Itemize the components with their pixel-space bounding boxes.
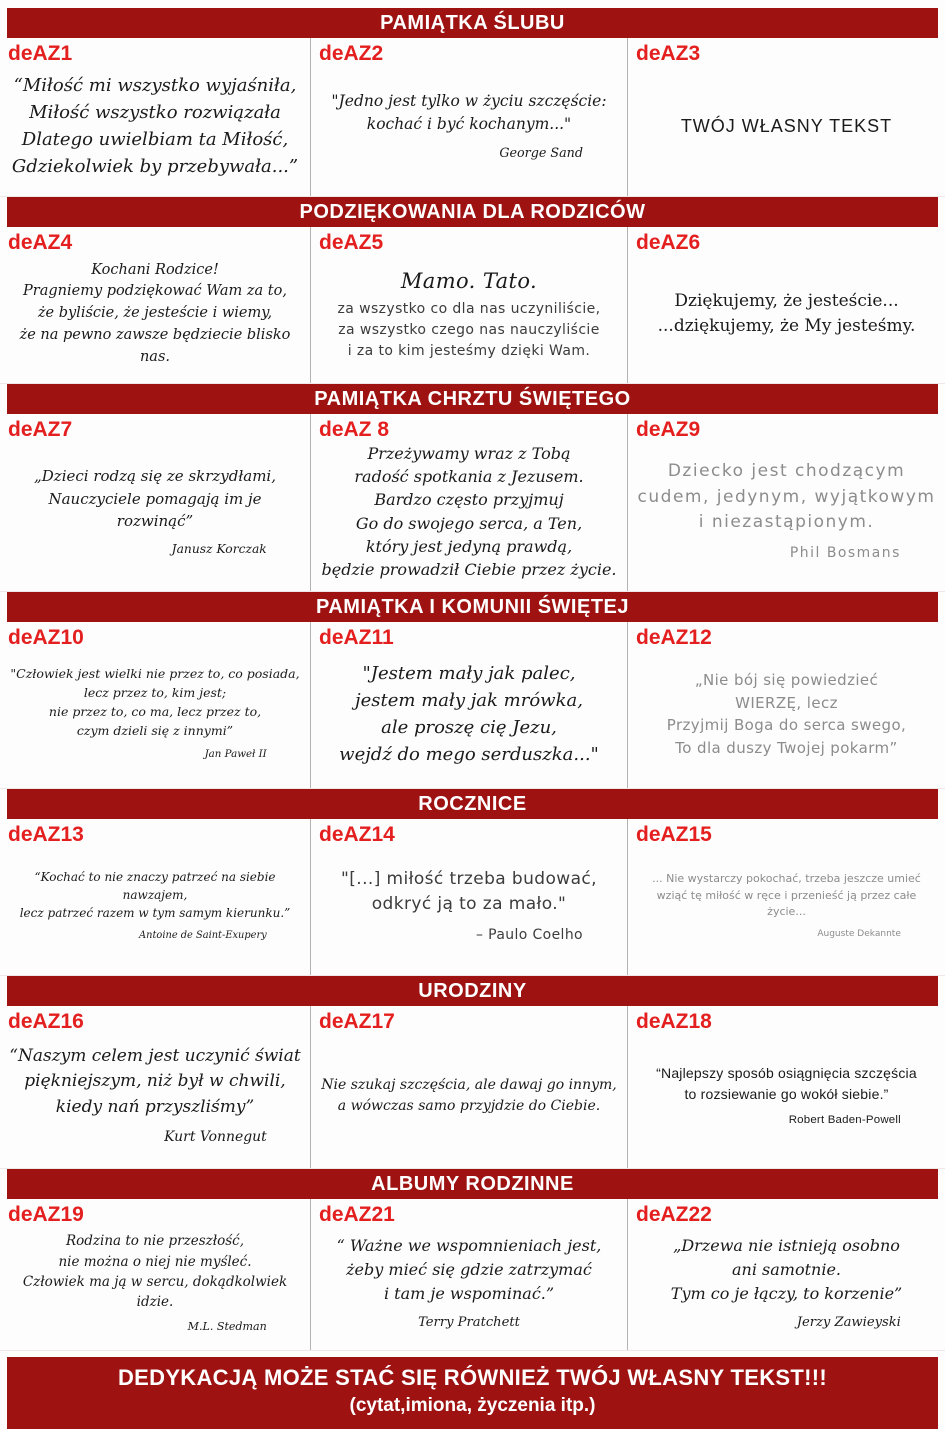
quote-line: ale proszę cię Jezu,	[381, 717, 557, 739]
quote-line: kochać i być kochanym..."	[366, 114, 572, 133]
quote-card-deAZ5	[310, 227, 627, 383]
quote-block	[636, 113, 937, 140]
quote-line: Nauczyciele pomagają im je rozwinąć”	[48, 489, 262, 531]
product-code: deAZ12	[636, 626, 712, 650]
quote-line: nie przez to, co ma, lecz przez to,	[48, 703, 262, 719]
quote-block	[319, 266, 619, 363]
quote-card-deAZ4	[0, 227, 310, 383]
quote-line: że byliście, że jesteście i wiemy,	[37, 305, 273, 322]
quote-card-deAZ11	[310, 622, 627, 788]
quote-author: Auguste Dekannte	[817, 928, 901, 939]
section-title: PAMIĄTKA I KOMUNII ŚWIĘTEJ	[316, 595, 629, 618]
section-title: ROCZNICE	[418, 792, 527, 815]
quote-author: – Paulo Coelho	[475, 926, 583, 943]
quote-block	[319, 660, 619, 768]
quote-line: wejdź do mego serduszka..."	[339, 744, 599, 766]
product-code: deAZ22	[636, 1203, 712, 1227]
quote-line: nie można o niej nie myśleć.	[58, 1253, 252, 1270]
quote-block	[319, 1075, 619, 1117]
quote-line: lecz patrzeć razem w tym samym kierunku.”	[19, 906, 291, 921]
quote-line: cudem, jedynym, wyjątkowym	[637, 486, 936, 507]
quote-line: Nie szukaj szczęścia, ale dawaj go innym,	[321, 1077, 617, 1094]
footer-title: DEDYKACJĄ MOŻE STAĆ SIĘ RÓWNIEŻ TWÓJ WŁASNY TEKST!!!	[117, 1365, 827, 1391]
quote-line: ani samotnie.	[731, 1260, 841, 1280]
quote-card-deAZ7	[0, 414, 310, 591]
product-code: deAZ3	[636, 42, 701, 65]
quote-line: “ Ważne we wspomnieniach jest,	[336, 1236, 602, 1256]
section-bar-komunia	[7, 592, 938, 622]
quote-card-deAZ22	[627, 1199, 945, 1350]
quote-line: że na pewno zawsze będziecie blisko nas.	[19, 326, 291, 365]
quote-line: "Człowiek jest wielki nie przez to, co posiada,	[10, 666, 300, 682]
quote-line: „Drzewa nie istnieją osobno	[673, 1236, 900, 1256]
quote-line: To dla duszy Twojej pokarm”	[675, 738, 898, 757]
quote-card-deAZ14	[310, 819, 627, 975]
quote-block	[319, 867, 619, 946]
quote-author: Phil Bosmans	[789, 544, 901, 561]
quote-line: Dziękujemy, że jesteście...	[674, 290, 899, 311]
product-code: deAZ1	[8, 42, 73, 65]
quote-line: „Nie bój się powiedzieć	[694, 671, 879, 690]
quote-line: za wszystko czego nas nauczyliście	[338, 322, 600, 339]
quote-line: piękniejszym, niż był w chwili,	[24, 1071, 286, 1092]
quote-line: Gdziekolwiek by przebywała...”	[11, 156, 299, 177]
quote-line: ...dziękujemy, że My jesteśmy.	[657, 316, 916, 336]
product-code: deAZ14	[319, 823, 395, 847]
quote-line: WIERZĘ, lecz	[735, 693, 838, 712]
quote-line: będzie prowadził Ciebie przez życie.	[321, 559, 617, 579]
quote-block	[8, 72, 302, 180]
quote-block	[636, 871, 937, 941]
quote-card-deAZ9	[627, 414, 945, 591]
quote-block	[636, 669, 937, 759]
quote-line: który jest jedyną prawdą,	[365, 536, 573, 556]
quote-line: a wówczas samo przyjdzie do Ciebie.	[337, 1098, 601, 1115]
quote-block	[636, 459, 937, 563]
quote-line: Przeżywamy wraz z Tobą	[367, 444, 571, 463]
section-row	[0, 622, 945, 789]
quote-card-deAZ18	[627, 1006, 945, 1168]
section-bar-urodziny	[7, 976, 938, 1006]
section-bar-rodzice	[7, 197, 938, 227]
quote-author: George Sand	[499, 145, 583, 161]
footer-subtitle: (cytat,imiona, życzenia itp.)	[349, 1395, 596, 1417]
quote-block	[8, 465, 302, 558]
quote-block	[8, 260, 302, 369]
quote-card-deAZ15	[627, 819, 945, 975]
quote-line: i za to kim jesteśmy dzięki Wam.	[347, 343, 591, 360]
quote-author: Jerzy Zawieyski	[796, 1315, 901, 1331]
quote-line: Przyjmij Boga do serca swego,	[666, 716, 907, 735]
product-code: deAZ17	[319, 1010, 395, 1034]
footer-bar	[7, 1357, 938, 1429]
quote-line: Kochani Rodzice!	[91, 261, 219, 278]
product-code: deAZ21	[319, 1203, 395, 1227]
quote-line: odkryć ją to za mało."	[371, 894, 567, 915]
quote-line: radość spotkania z Jezusem.	[354, 467, 584, 487]
section-title: PAMIĄTKA ŚLUBU	[380, 11, 565, 34]
section-bar-rocznice	[7, 789, 938, 819]
product-code: deAZ4	[8, 231, 73, 254]
quote-block	[319, 442, 619, 581]
quote-card-deAZ13	[0, 819, 310, 975]
quote-line: Pragniemy podziękować Wam za to,	[23, 283, 287, 300]
quote-line: lecz przez to, kim jest;	[83, 685, 227, 701]
product-code: deAZ6	[636, 231, 701, 254]
quote-author: M.L. Stedman	[187, 1320, 267, 1334]
quote-line: “Kochać to nie znaczy patrzeć na siebie nawzajem,	[34, 870, 276, 903]
quote-line: jestem mały jak mrówka,	[355, 690, 583, 712]
section-row	[0, 819, 945, 976]
quote-author: Janusz Korczak	[171, 541, 267, 556]
quote-author: Kurt Vonnegut	[164, 1129, 267, 1146]
quote-line: Dziecko jest chodzącym	[667, 461, 906, 482]
quote-heading: Mamo. Tato.	[400, 268, 538, 293]
product-code: deAZ16	[8, 1010, 84, 1034]
quote-line: Rodzina to nie przeszłość,	[65, 1233, 245, 1250]
quote-line: i niezastąpionym.	[698, 512, 875, 533]
quote-line: “Miłość mi wszystko wyjaśniła,	[13, 75, 297, 96]
quote-block	[319, 1234, 619, 1333]
product-code: deAZ18	[636, 1010, 712, 1034]
quote-card-deAZ6	[627, 227, 945, 383]
section-row	[0, 1199, 945, 1351]
quote-author: Terry Pratchett	[418, 1315, 520, 1331]
section-title: URODZINY	[418, 979, 527, 1002]
quote-block	[319, 90, 619, 163]
quote-card-deAZ12	[627, 622, 945, 788]
product-code: deAZ 8	[319, 418, 390, 441]
quote-line: wziąć tę miłość w ręce i przenieść ją przez całe życie...	[656, 888, 917, 919]
quote-line: "[...] miłość trzeba budować,	[341, 868, 597, 889]
product-code: deAZ19	[8, 1203, 84, 1227]
product-code: deAZ11	[319, 626, 394, 650]
section-row	[0, 227, 945, 384]
quote-line: "Jedno jest tylko w życiu szczęście:	[331, 91, 607, 110]
product-code: deAZ2	[319, 42, 384, 65]
quote-card-deAZ3	[627, 38, 945, 196]
section-row	[0, 414, 945, 592]
section-title: PODZIĘKOWANIA DLA RODZICÓW	[299, 200, 646, 223]
quote-line: ... Nie wystarczy pokochać, trzeba jeszcze umieć	[652, 872, 921, 886]
quote-card-deAZ17	[310, 1006, 627, 1168]
product-code: deAZ5	[319, 231, 384, 254]
quote-line: „Dzieci rodzą się ze skrzydłami,	[34, 467, 276, 486]
quote-line: "Jestem mały jak palec,	[362, 663, 576, 685]
quote-card-deAZ21	[310, 1199, 627, 1350]
section-bar-chrzest	[7, 384, 938, 414]
quote-line: czym dzieli się z innymi”	[76, 722, 234, 738]
quote-card-deAZ19	[0, 1199, 310, 1350]
quote-line: Go do swojego serca, a Ten,	[355, 513, 583, 533]
quote-line: Tym co je łączy, to korzenie”	[670, 1284, 903, 1304]
product-code: deAZ9	[636, 418, 701, 441]
section-title: PAMIĄTKA CHRZTU ŚWIĘTEGO	[314, 387, 631, 410]
quote-line: Człowiek ma ją w sercu, dokądkolwiek idzie.	[22, 1273, 288, 1311]
quote-block	[8, 665, 302, 762]
product-code: deAZ15	[636, 823, 712, 847]
section-row	[0, 38, 945, 197]
quote-block	[636, 289, 937, 340]
quote-block	[8, 1044, 302, 1148]
quote-card-deAZ16	[0, 1006, 310, 1168]
quote-line: Dlatego uwielbiam ta Miłość,	[21, 129, 289, 150]
quote-line: to rozsiewanie go wokół siebie.”	[684, 1086, 889, 1103]
quote-card-deAZ10	[0, 622, 310, 788]
product-code: deAZ7	[8, 418, 73, 441]
quote-author: Robert Baden-Powell	[788, 1114, 901, 1127]
quote-block	[8, 868, 302, 944]
quote-author: Antoine de Saint-Exupery	[139, 930, 267, 942]
quote-line: TWÓJ WŁASNY TEKST	[680, 115, 893, 136]
section-row	[0, 1006, 945, 1169]
quote-card-deAZ8	[310, 414, 627, 591]
quote-line: żeby mieć się gdzie zatrzymać	[346, 1260, 592, 1280]
quote-card-deAZ2	[310, 38, 627, 196]
quote-block	[636, 1063, 937, 1129]
quote-author: Jan Paweł II	[204, 748, 267, 761]
quote-line: za wszystko co dla nas uczyniliście,	[337, 301, 601, 318]
quote-card-deAZ1	[0, 38, 310, 196]
product-code: deAZ13	[8, 823, 84, 847]
quote-line: i tam je wspominać.”	[383, 1284, 555, 1304]
quote-line: Bardzo często przyjmuj	[374, 490, 564, 510]
quote-line: Miłość wszystko rozwiązała	[29, 102, 281, 123]
quote-line: “Najlepszy sposób osiągnięcia szczęścia	[656, 1065, 917, 1082]
section-title: ALBUMY RODZINNE	[371, 1172, 574, 1195]
section-bar-albumy	[7, 1169, 938, 1199]
product-code: deAZ10	[8, 626, 84, 650]
quote-block	[8, 1231, 302, 1336]
quote-line: kiedy nań przyszliśmy”	[55, 1096, 255, 1117]
quote-line: “Naszym celem jest uczynić świat	[9, 1045, 301, 1066]
section-bar-slub	[7, 8, 938, 38]
quote-block	[636, 1234, 937, 1333]
